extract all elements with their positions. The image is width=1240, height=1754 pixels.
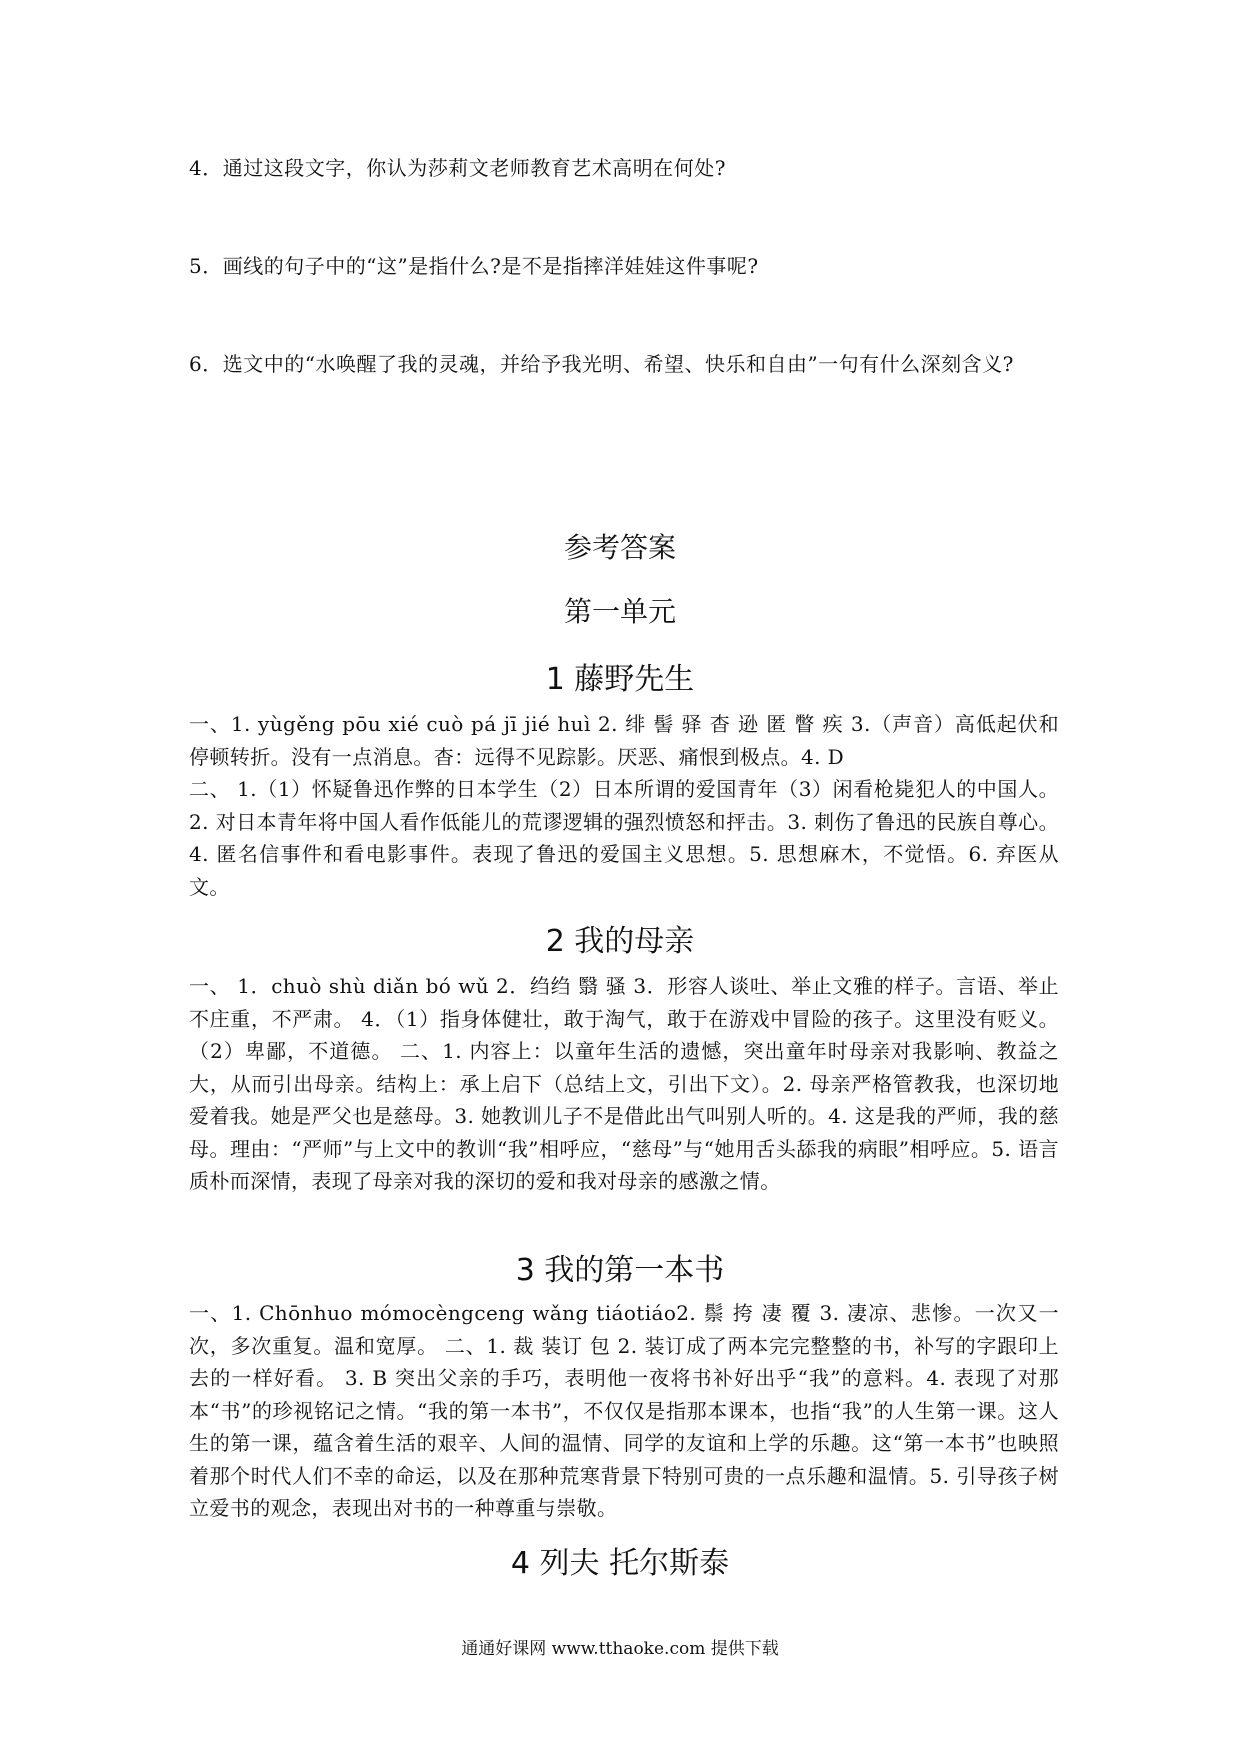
question-6: 6．选文中的“水唤醒了我的灵魂，并给予我光明、希望、快乐和自由”一句有什么深刻含义? [189,352,1014,376]
lesson-1-part-1: 一、1. yùgěng pōu xié cuò pá jī jié huì 2. 绯 髻 驿 杳 逊 匿 瞥 疾 3.（声音）高低起伏和停顿转折。没有一点消息。杳：远得不见踪影。厌恶、痛恨到极点。4. D [189,712,1060,769]
question-4: 4．通过这段文字，你认为莎莉文老师教育艺术高明在何处? [189,156,726,180]
lesson-2-part-1: 一、 1．chuò shù diǎn bó wǔ 2．绉绉 翳 骚 3．形容人谈吐、举止文雅的样子。言语、举止不庄重，不严肃。 4．（1）指身体健壮，敢于淘气，敢于在游戏中冒险的孩子。这里没有贬义。（2）卑鄙，不道德。 二、1. 内容上：以童年生活的遗憾，突出童年时母亲对我影响、教益之大，从而引出母亲。结构上：承上启下（总结上文，引出下文）。2. 母亲严格管教我，也深切地爱着我。她是严父也是慈母。3. 她教训儿子不是借此出气叫别人听的。4. 这是我的严师，我的慈母。理由：“严师”与上文中的教训“我”相呼应，“慈母”与“她用舌头舔我的病眼”相呼应。5. 语言质朴而深情，表现了母亲对我的深切的爱和我对母亲的感激之情。 [189,974,1059,1193]
question-5: 5．画线的句子中的“这”是指什么?是不是指摔洋娃娃这件事呢? [189,254,759,278]
lesson-1-part-2: 二、 1.（1）怀疑鲁迅作弊的日本学生（2）日本所谓的爱国青年（3）闲看枪毙犯人的中国人。2. 对日本青年将中国人看作低能儿的荒谬逻辑的强烈愤怒和抨击。3. 刺伤了鲁迅的民族自尊心。4. 匿名信事件和看电影事件。表现了鲁迅的爱国主义思想。5. 思想麻木，不觉悟。6. 弃医从文。 [189,777,1059,899]
unit-heading: 第一单元 [563,595,676,628]
lesson-1-answers [189,708,1059,903]
lesson-3-part-1: 一、1. Chōnhuo mómocèngceng wǎng tiáotiáo2. 鬃 挎 凄 覆 3. 凄凉、悲惨。一次又一次，多次重复。温和宽厚。 二、1. 裁 装订 包 2. 装订成了两本完完整整的书，补写的字跟印上去的一样好看。 3. B 突出父亲的手巧，表明他一夜将书补好出乎“我”的意料。4. 表现了对那本“书”的珍视铭记之情。“我的第一本书”，不仅仅是指那本课本，也指“我”的人生第一课。这人生的第一课，蕴含着生活的艰辛、人间的温情、同学的友谊和上学的乐趣。这“第一本书”也映照着那个时代人们不幸的命运，以及在那种荒寒背景下特别可贵的一点乐趣和温情。5. 引导孩子树立爱书的观念，表现出对书的一种尊重与崇敬。 [189,1301,1059,1520]
answers-title: 参考答案 [563,531,676,564]
lesson-3-answers [189,1297,1059,1525]
lesson-3-heading: 3 我的第一本书 [515,1253,725,1288]
lesson-2-heading: 2 我的母亲 [545,924,695,959]
lesson-4-heading: 4 列夫 托尔斯泰 [510,1546,730,1581]
lesson-1-heading: 1 藤野先生 [545,662,695,697]
lesson-2-answers [189,970,1059,1198]
footer-source: 通通好课网 www.tthaoke.com 提供下载 [461,1639,779,1659]
